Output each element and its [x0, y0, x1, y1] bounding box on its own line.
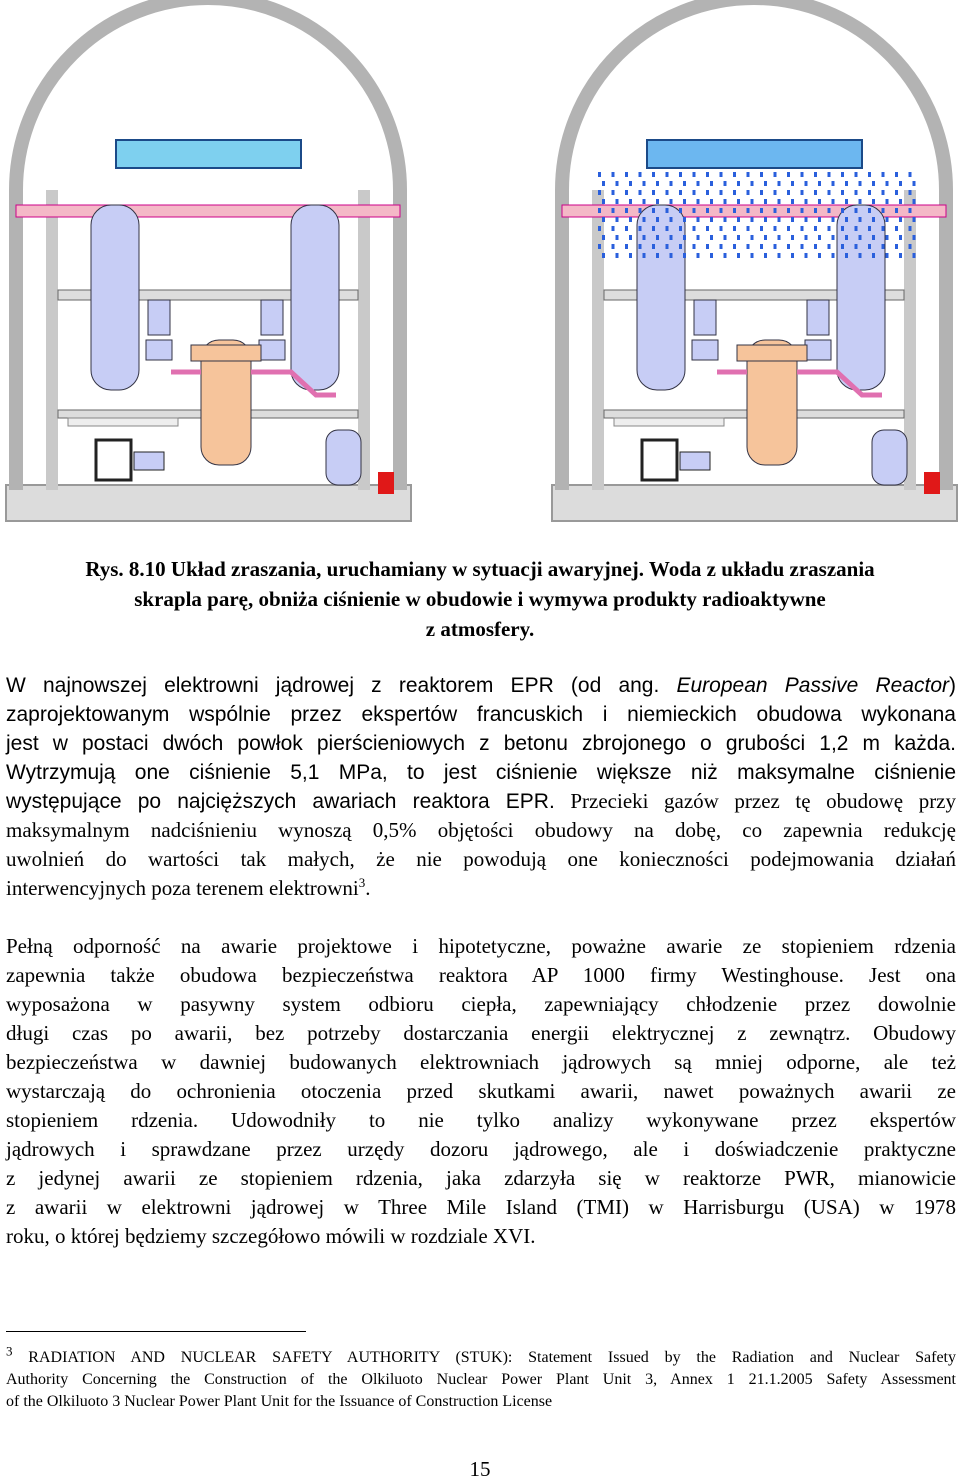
spray-droplet — [639, 208, 642, 213]
spray-droplet — [629, 235, 632, 240]
spray-droplet — [652, 190, 655, 195]
spray-droplet — [679, 190, 682, 195]
spray-droplet — [801, 172, 804, 177]
spray-droplet — [643, 181, 646, 186]
spray-droplet — [598, 172, 601, 177]
spray-droplet — [886, 181, 889, 186]
spray-droplet — [805, 235, 808, 240]
spray-droplet — [616, 235, 619, 240]
paragraph-line: z awarii w elektrowni jądrowej w Three Mile Island (TMI) w Harrisburgu (USA) w 1978 — [6, 1195, 956, 1219]
spray-droplet — [805, 181, 808, 186]
spray-droplet — [801, 226, 804, 231]
spray-droplet — [625, 226, 628, 231]
spray-droplet — [818, 181, 821, 186]
spray-droplet — [832, 235, 835, 240]
spray-droplet — [913, 235, 916, 240]
spray-droplet — [859, 181, 862, 186]
spray-droplet — [639, 190, 642, 195]
paragraph-epr — [6, 671, 956, 903]
spray-droplet — [791, 235, 794, 240]
figure-caption — [0, 554, 960, 644]
spray-droplet — [697, 181, 700, 186]
spray-droplet — [747, 172, 750, 177]
spray-droplet — [737, 235, 740, 240]
spray-droplet — [855, 226, 858, 231]
spray-droplet — [899, 253, 902, 258]
spray-droplet — [801, 208, 804, 213]
spray-droplet — [764, 235, 767, 240]
spray-droplet — [787, 172, 790, 177]
footnote-ref[interactable]: 3 — [358, 875, 366, 890]
spray-droplet — [697, 235, 700, 240]
spray-droplet — [612, 172, 615, 177]
footnote-divider — [6, 1331, 306, 1332]
spray-droplet — [697, 199, 700, 204]
spray-droplet — [616, 181, 619, 186]
spray-droplet — [818, 199, 821, 204]
spray-droplet — [764, 253, 767, 258]
spray-droplet — [733, 244, 736, 249]
spray-droplet — [774, 244, 777, 249]
spray-droplet — [747, 244, 750, 249]
spray-droplet — [845, 199, 848, 204]
spray-droplet — [720, 190, 723, 195]
spray-droplet — [747, 208, 750, 213]
spray-droplet — [652, 172, 655, 177]
spray-droplet — [814, 244, 817, 249]
spray-droplet — [751, 217, 754, 222]
spray-droplet — [693, 244, 696, 249]
spray-droplet — [909, 244, 912, 249]
spray-droplet — [652, 244, 655, 249]
spray-droplet — [720, 208, 723, 213]
paragraph-line — [6, 787, 956, 816]
spray-droplet — [720, 172, 723, 177]
spray-droplet — [720, 244, 723, 249]
spray-droplet — [841, 208, 844, 213]
spray-droplet — [656, 253, 659, 258]
spray-droplet — [814, 208, 817, 213]
spray-droplet — [778, 199, 781, 204]
spray-droplet — [670, 181, 673, 186]
spray-droplet — [882, 244, 885, 249]
spray-droplet — [679, 244, 682, 249]
spray-droplet — [625, 172, 628, 177]
spray-droplet — [845, 235, 848, 240]
spray-droplet — [683, 217, 686, 222]
italic-term: European Passive Reactor — [676, 674, 949, 697]
spray-droplet — [778, 253, 781, 258]
spray-droplet — [909, 208, 912, 213]
spray-droplet — [733, 190, 736, 195]
spray-droplet — [652, 226, 655, 231]
spray-droplet — [859, 235, 862, 240]
spray-droplet — [899, 199, 902, 204]
spray-droplet — [882, 208, 885, 213]
spray-droplet — [855, 190, 858, 195]
containment-spray-figure — [0, 0, 960, 530]
spray-droplet — [818, 217, 821, 222]
spray-droplet — [747, 190, 750, 195]
spray-droplet — [791, 217, 794, 222]
spray-droplet — [868, 226, 871, 231]
spray-droplet — [602, 253, 605, 258]
spray-droplet — [706, 244, 709, 249]
paragraph-line: wystarczają do ochronienia otoczenia przed skutkami awarii, nawet poważnych awarii ze — [6, 1079, 956, 1103]
spray-droplet — [841, 226, 844, 231]
spray-droplet — [859, 217, 862, 222]
spray-droplet — [720, 226, 723, 231]
spray-droplet — [760, 208, 763, 213]
spray-droplet — [670, 253, 673, 258]
spray-droplet — [693, 190, 696, 195]
spray-droplet — [832, 217, 835, 222]
spray-droplet — [710, 253, 713, 258]
spray-droplet — [760, 190, 763, 195]
spray-droplet — [764, 199, 767, 204]
spray-droplet — [787, 226, 790, 231]
spray-droplet — [791, 181, 794, 186]
spray-droplet — [643, 217, 646, 222]
spray-droplet — [706, 190, 709, 195]
paragraph-line: uwolnień do wartości tak małych, że nie powodują one konieczności podejmowania działań — [6, 847, 956, 871]
spray-droplet — [882, 226, 885, 231]
spray-droplet — [733, 226, 736, 231]
spray-droplet — [787, 244, 790, 249]
spray-droplet — [818, 253, 821, 258]
spray-droplet — [666, 190, 669, 195]
spray-droplet — [805, 199, 808, 204]
spray-droplet — [859, 253, 862, 258]
spray-droplet — [801, 244, 804, 249]
spray-droplet — [656, 217, 659, 222]
spray-droplet — [899, 217, 902, 222]
spray-droplet — [706, 208, 709, 213]
footnote-line — [6, 1343, 956, 1369]
spray-droplet — [859, 199, 862, 204]
spray-droplet — [710, 235, 713, 240]
spray-droplet — [764, 217, 767, 222]
spray-droplet — [710, 217, 713, 222]
spray-droplet — [666, 244, 669, 249]
spray-droplet — [855, 244, 858, 249]
spray-droplet — [872, 235, 875, 240]
spray-droplet — [774, 208, 777, 213]
spray-droplet — [845, 253, 848, 258]
paragraph-ap1000 — [6, 932, 956, 1251]
paragraph-line — [6, 874, 956, 903]
spray-droplet — [895, 190, 898, 195]
paragraph-line: bezpieczeństwa w dawniej budowanych elektrowniach jądrowych są mniej odporne, ale też — [6, 1050, 956, 1074]
paragraph-line: jądrowych i sprawdzane przez urzędy dozoru jądrowego, ale i doświadczenie praktyczne — [6, 1137, 956, 1161]
spray-droplet — [629, 253, 632, 258]
spray-droplet — [737, 253, 740, 258]
spray-droplet — [706, 172, 709, 177]
spray-droplet — [724, 181, 727, 186]
spray-droplet — [656, 199, 659, 204]
spray-droplet — [733, 208, 736, 213]
spray-droplet — [697, 217, 700, 222]
spray-droplet — [612, 190, 615, 195]
footnote-line: of the Olkiluoto 3 Nuclear Power Plant Unit for the Issuance of Construction License — [6, 1393, 553, 1410]
spray-droplet — [737, 181, 740, 186]
spray-droplet — [913, 253, 916, 258]
spray-droplet — [909, 190, 912, 195]
paragraph-line: stopieniem rdzenia. Udowodniły to nie tylko analizy wykonywane przez ekspertów — [6, 1108, 956, 1132]
spray-droplet — [832, 199, 835, 204]
spray-droplet — [639, 244, 642, 249]
containment-right-panel — [552, 0, 957, 521]
spray-droplet — [886, 253, 889, 258]
spray-droplet — [895, 208, 898, 213]
spray-droplet — [791, 253, 794, 258]
spray-droplet — [747, 226, 750, 231]
paragraph-line: maksymalnym nadciśnieniu wynoszą 0,5% objętości obudowy na dobę, co zapewnia redukcję — [6, 818, 956, 842]
paragraph-line: wyposażona w pasywny system odbioru ciepła, zapewniający chłodzenie przez dowolnie — [6, 992, 956, 1016]
spray-droplet — [882, 190, 885, 195]
spray-droplet — [828, 244, 831, 249]
spray-droplet — [805, 217, 808, 222]
spray-droplet — [828, 172, 831, 177]
paragraph-line: z jedynej awarii ze stopieniem rdzenia, jaka zdarzyła się w reaktorze PWR, mianowicie — [6, 1166, 956, 1190]
paragraph-line: roku, o której będziemy szczegółowo mówili w rozdziale XVI. — [6, 1224, 536, 1248]
spray-droplet — [868, 208, 871, 213]
spray-droplet — [612, 208, 615, 213]
spray-droplet — [895, 172, 898, 177]
spray-droplet — [666, 208, 669, 213]
spray-droplet — [787, 190, 790, 195]
spray-droplet — [724, 199, 727, 204]
paragraph-line — [6, 671, 956, 700]
spray-droplet — [855, 172, 858, 177]
spray-droplet — [724, 235, 727, 240]
paragraph-line: zapewnia także obudowa bezpieczeństwa reaktora AP 1000 firmy Westinghouse. Jest ona — [6, 963, 956, 987]
spray-droplet — [841, 190, 844, 195]
spray-droplet — [828, 226, 831, 231]
spray-droplet — [629, 217, 632, 222]
text-span: RADIATION AND NUCLEAR SAFETY AUTHORITY (STUK): Statement Issued by the Radiation and Nuclear Safety — [12, 1349, 956, 1366]
spray-droplet — [666, 226, 669, 231]
spray-droplet — [683, 199, 686, 204]
spray-droplet — [656, 235, 659, 240]
spray-droplet — [602, 217, 605, 222]
spray-droplet — [855, 208, 858, 213]
caption-line-3: z atmosfery. — [425, 617, 535, 641]
spray-droplet — [612, 244, 615, 249]
spray-droplet — [733, 172, 736, 177]
spray-droplet — [841, 244, 844, 249]
spray-droplet — [683, 235, 686, 240]
spray-droplet — [625, 208, 628, 213]
spray-droplet — [895, 244, 898, 249]
spray-droplet — [679, 208, 682, 213]
spray-droplet — [693, 208, 696, 213]
spray-droplet — [814, 226, 817, 231]
footnote-number: 3 — [6, 1343, 13, 1359]
spray-droplet — [724, 253, 727, 258]
footnote — [6, 1343, 956, 1413]
footnote-line: Authority Concerning the Construction of the Olkiluoto Nuclear Power Plant Unit 3, Annex 1 21.1.2005 Safety Assessment — [6, 1371, 956, 1388]
paragraph-line: długi czas po awarii, bez potrzeby dostarczania energii elektrycznej z zewnątrz. Obudowy — [6, 1021, 956, 1045]
spray-droplet — [639, 226, 642, 231]
spray-droplet — [774, 190, 777, 195]
paragraph-line: jest w postaci dwóch powłok pierścieniowych z betonu zbrojonego o grubości 1,2 m każda. — [6, 732, 956, 755]
text-span: interwencyjnych poza terenem elektrowni — [6, 876, 359, 900]
spray-droplet — [598, 190, 601, 195]
spray-droplet — [724, 217, 727, 222]
text-span: ) — [949, 674, 956, 697]
spray-droplet — [616, 217, 619, 222]
spray-droplet — [670, 235, 673, 240]
spray-droplets — [592, 130, 922, 134]
spray-droplet — [868, 172, 871, 177]
text-span: W najnowszej elektrowni jądrowej z reaktorem EPR (od ang. — [6, 674, 677, 697]
page-number: 15 — [469, 1457, 491, 1481]
spray-droplet — [764, 181, 767, 186]
spray-droplet — [845, 217, 848, 222]
spray-droplet — [909, 226, 912, 231]
spray-droplet — [679, 172, 682, 177]
spray-droplet — [760, 172, 763, 177]
caption-line-2: skrapla parę, obniża ciśnienie w obudowie i wymywa produkty radioaktywne — [134, 587, 826, 611]
spray-droplet — [899, 235, 902, 240]
containment-left-panel — [6, 0, 411, 521]
spray-droplet — [710, 181, 713, 186]
paragraph-line: Pełną odporność na awarie projektowe i hipotetyczne, poważne awarie ze stopieniem rdzenia — [6, 934, 956, 958]
spray-droplet — [814, 190, 817, 195]
spray-droplet — [643, 253, 646, 258]
spray-droplet — [652, 208, 655, 213]
spray-droplet — [612, 226, 615, 231]
spray-droplet — [666, 172, 669, 177]
spray-droplet — [625, 244, 628, 249]
spray-droplet — [774, 226, 777, 231]
spray-droplet — [909, 172, 912, 177]
spray-droplet — [882, 172, 885, 177]
reactor-containment-diagram — [0, 0, 960, 530]
spray-droplet — [913, 199, 916, 204]
spray-droplet — [801, 190, 804, 195]
spray-droplet — [737, 217, 740, 222]
spray-droplet — [868, 190, 871, 195]
spray-droplet — [805, 253, 808, 258]
spray-droplet — [872, 181, 875, 186]
spray-droplet — [602, 181, 605, 186]
spray-droplet — [760, 244, 763, 249]
spray-droplet — [913, 181, 916, 186]
spray-droplet — [598, 208, 601, 213]
spray-droplet — [670, 217, 673, 222]
spray-droplet — [643, 235, 646, 240]
spray-droplet — [598, 244, 601, 249]
spray-droplet — [683, 253, 686, 258]
paragraph-line: Wytrzymują one ciśnienie 5,1 MPa, to jest ciśnienie większe niż maksymalne ciśnienie — [6, 761, 956, 784]
spray-droplet — [616, 253, 619, 258]
spray-droplet — [693, 226, 696, 231]
spray-droplet — [629, 181, 632, 186]
paragraph-line: zaprojektowanym wspólnie przez ekspertów francuskich i niemieckich obudowa wykonana — [6, 703, 956, 726]
spray-droplet — [656, 181, 659, 186]
text-span: . — [365, 876, 371, 900]
text-span: występujące po najcięższych awariach reaktora EPR. — [6, 790, 555, 813]
spray-droplet — [751, 199, 754, 204]
spray-droplet — [872, 253, 875, 258]
spray-droplet — [693, 172, 696, 177]
spray-droplet — [760, 226, 763, 231]
spray-droplet — [710, 199, 713, 204]
spray-droplet — [598, 226, 601, 231]
spray-droplet — [625, 190, 628, 195]
spray-droplet — [814, 172, 817, 177]
spray-droplet — [832, 253, 835, 258]
spray-droplet — [778, 217, 781, 222]
spray-droplet — [639, 172, 642, 177]
spray-droplet — [683, 181, 686, 186]
spray-droplet — [670, 199, 673, 204]
spray-droplet — [886, 217, 889, 222]
spray-droplet — [818, 235, 821, 240]
spray-droplet — [895, 226, 898, 231]
spray-droplet — [629, 199, 632, 204]
spray-droplet — [899, 181, 902, 186]
spray-droplet — [778, 181, 781, 186]
spray-droplet — [774, 172, 777, 177]
spray-droplet — [872, 217, 875, 222]
spray-droplet — [913, 217, 916, 222]
spray-droplet — [751, 253, 754, 258]
spray-droplet — [841, 172, 844, 177]
spray-droplet — [845, 181, 848, 186]
spray-droplet — [868, 244, 871, 249]
spray-droplet — [643, 199, 646, 204]
text-span: Przecieki gazów przez tę obudowę przy — [554, 789, 957, 813]
spray-droplet — [828, 190, 831, 195]
spray-droplet — [828, 208, 831, 213]
spray-droplet — [832, 181, 835, 186]
spray-droplet — [751, 235, 754, 240]
spray-droplet — [679, 226, 682, 231]
spray-droplet — [778, 235, 781, 240]
spray-droplet — [751, 181, 754, 186]
spray-droplet — [886, 199, 889, 204]
spray-droplet — [886, 235, 889, 240]
spray-droplet — [706, 226, 709, 231]
spray-droplet — [616, 199, 619, 204]
spray-droplet — [602, 235, 605, 240]
spray-droplet — [697, 253, 700, 258]
caption-line-1: Rys. 8.10 Układ zraszania, uruchamiany w sytuacji awaryjnej. Woda z układu zraszania — [85, 557, 875, 581]
spray-droplet — [787, 208, 790, 213]
spray-droplet — [791, 199, 794, 204]
spray-droplet — [737, 199, 740, 204]
spray-droplet — [602, 199, 605, 204]
spray-droplet — [872, 199, 875, 204]
